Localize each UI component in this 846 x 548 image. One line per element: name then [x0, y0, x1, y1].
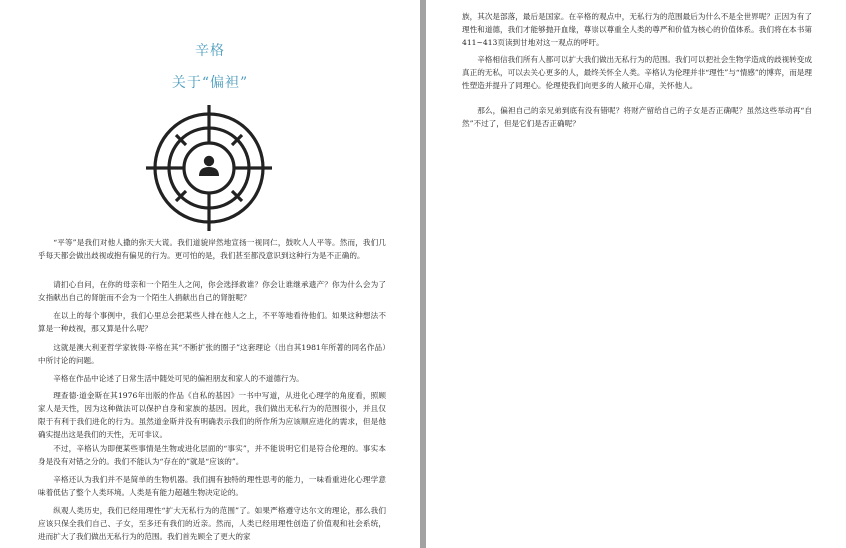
paragraph-8: 辛格还认为我们并不是简单的生物机器。我们拥有独特的理性思考的能力，一味看重进化心理学意味着低估了整个人类环境。人类是有能力超越生物决定论的。: [38, 475, 386, 497]
paragraph-continued: 族，其次是部落，最后是国家。在辛格的观点中，无私行为的范围最后为什么不是全世界呢？正因为有了理性和道德，我们才能够抛开血缘，尊崇以尊重全人类的尊严和价值为核心的价值体系。我们将在本书第411~413页读到甘地对这一观点的呼吁。: [462, 12, 812, 47]
paragraph-5: 辛格在作品中论述了日常生活中随处可见的偏袒朋友和家人的不道德行为。: [53, 374, 304, 383]
paragraph-9: 纵观人类历史，我们已经用理性“扩大无私行为的范围”了。如果严格遵守达尔文的理论，那么我们应该只保全我们自己、子女，至多还有我们的近亲。然而，人类已经用理性创造了价值观和社会系统，进而扩大了我们做出无私行为的范围。我们首先顾全了更大的家: [38, 506, 386, 541]
paragraph-4: 这就是澳大利亚哲学家彼得·辛格在其“不断扩张的圈子”这套理论（出自其1981年所著的同名作品）中所讨论的问题。: [38, 343, 386, 365]
right-page: [426, 0, 846, 548]
paragraph-11: 那么，偏袒自己的亲兄弟到底有没有错呢？将财产留给自己的子女是否正确呢？虽然这些举动再“自然”不过了，但是它们是否正确呢？: [462, 106, 812, 128]
paragraph-3: 在以上的每个事例中，我们心里总会把某些人排在他人之上，不平等地看待他们。如果这种想法不算是一种歧视，那又算是什么呢？: [38, 311, 386, 333]
author-heading: 辛格: [195, 43, 225, 59]
paragraph-7: 不过，辛格认为即便某些事情是生物或进化层面的“事实”，并不能说明它们是符合伦理的。事实本身是没有对错之分的。我们不能认为“存在的”就是“应该的”。: [38, 444, 386, 466]
chapter-title: 关于“偏袒”: [171, 75, 249, 91]
paragraph-2: 请扪心自问，在你的母亲和一个陌生人之间，你会选择救谁？你会让谁继承遗产？你为什么会为了女指献出自己的肾脏而不会为一个陌生人捐献出自己的肾脏呢？: [38, 280, 386, 302]
left-page: [0, 0, 420, 548]
paragraph-1: “平等”是我们对他人撒的弥天大谎。我们道貌岸然地宣扬一视同仁，鼓吹人人平等。然而，我们几乎每天都会做出歧视或抱有偏见的行为。更可怕的是，我们甚至都没意识到这种行为是不正确的。: [38, 238, 386, 260]
paragraph-6: 理查德·道金斯在其1976年出版的作品《自私的基因》一书中写道，从进化心理学的角度看，照顾家人是天性，因为这种做法可以保护自身和家族的基因。因此，我们做出无私行为的范围很小，并且仅限于有利于我们进化的行为。虽然道金斯并没有明确表示我们的所作所为应该顺应进化的需求，但是他确实提出这是我们的天性，无可非议。: [38, 391, 386, 439]
target-person-icon: [146, 105, 272, 231]
paragraph-10: 辛格相信我们所有人都可以扩大我们做出无私行为的范围。我们可以把社会生物学造成的歧视转变成真正的无私，可以去关心更多的人，最终关怀全人类。辛格认为伦理并非“理性”与“情感”的博弈，而是理性塑造并提升了同理心。伦理使我们向更多的人敞开心扉，关怀他人。: [462, 55, 812, 90]
